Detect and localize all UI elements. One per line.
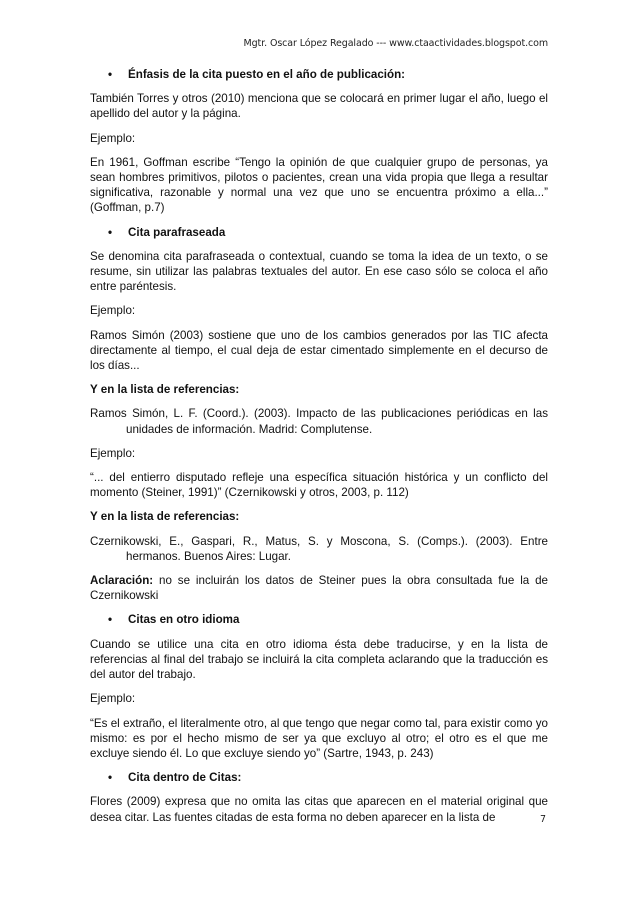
quote-paragraph: “... del entierro disputado refleje una específica situación histórica y un conflicto del momento (Steiner, 1991)” (Czernikowski y otros, 2003, p. 112) <box>90 471 548 500</box>
bullet-heading-cita-dentro: • Cita dentro de Citas: <box>90 770 548 785</box>
quote-paragraph: Ramos Simón (2003) sostiene que uno de los cambios generados por las TIC afecta directamente al tiempo, el cual deja de estar cimentado simplemente en el decurso de los días... <box>90 328 548 373</box>
note-paragraph: Aclaración: no se incluirán los datos de Steiner pues la obra consultada fue la de Czernikowski <box>90 574 548 603</box>
reference-entry: Czernikowski, E., Gaspari, R., Matus, S. y Moscona, S. (Comps.). (2003). Entre hermanos. Buenos Aires: Lugar. <box>90 534 548 563</box>
paragraph: Cuando se utilice una cita en otro idioma ésta debe traducirse, y en la lista de referencias al final del trabajo se incluirá la cita completa aclarando que la traducción es del autor del trabajo. <box>90 637 548 682</box>
bullet-icon: • <box>108 613 113 627</box>
paragraph: También Torres y otros (2010) menciona que se colocará en primer lugar el año, luego el apellido del autor y la página. <box>90 92 548 121</box>
bullet-icon: • <box>108 68 113 81</box>
reference-entry: Ramos Simón, L. F. (Coord.). (2003). Impacto de las publicaciones periódicas en las unidades de información. Madrid: Complutense. <box>90 407 548 436</box>
example-label: Ejemplo: <box>90 304 136 318</box>
example-label: Ejemplo: <box>90 692 136 706</box>
page-header: Mgtr. Oscar López Regalado --- www.ctaactividades.blogspot.com <box>243 38 548 49</box>
example-label: Ejemplo: <box>90 131 136 145</box>
quote-paragraph: “Es el extraño, el literalmente otro, al que tengo que negar como tal, para existir como yo mismo: es por el hecho mismo de ser ya que excluyo al otro; el otro es el que me excluye siendo él. Lo que excluye siendo yo” (Sartre, 1943, p. 243) <box>90 716 548 760</box>
page-content <box>90 64 548 834</box>
example-label: Ejemplo: <box>90 446 136 460</box>
paragraph: Se denomina cita parafraseada o contextual, cuando se toma la idea de un texto, o se resume, sin utilizar las palabras textuales del autor. En ese caso sólo se coloca el año entre paréntesis. <box>90 249 548 294</box>
bullet-heading-parafraseada: • Cita parafraseada <box>90 225 548 240</box>
bullet-icon: • <box>108 225 113 239</box>
page-number: 7 <box>540 814 547 825</box>
references-heading: Y en la lista de referencias: <box>90 383 240 397</box>
bullet-heading-otro-idioma: • Citas en otro idioma <box>90 612 548 627</box>
note-label: Aclaración: <box>90 574 154 588</box>
paragraph: Flores (2009) expresa que no omita las citas que aparecen en el material original que desea citar. Las fuentes citadas de esta forma no deben aparecer en la lista de <box>90 795 548 824</box>
quote-paragraph: En 1961, Goffman escribe “Tengo la opinión de que cualquier grupo de personas, ya sean hombres primitivos, pilotos o pacientes, crean una vida propia que llega a resultar significativa, razonable y normal una vez que uno se encuentra próximo a ella...” (Goffman, p.7) <box>90 155 548 215</box>
bullet-heading-enfasis: • Énfasis de la cita puesto en el año de publicación: <box>90 67 548 82</box>
bullet-icon: • <box>108 771 113 785</box>
references-heading: Y en la lista de referencias: <box>90 510 240 524</box>
